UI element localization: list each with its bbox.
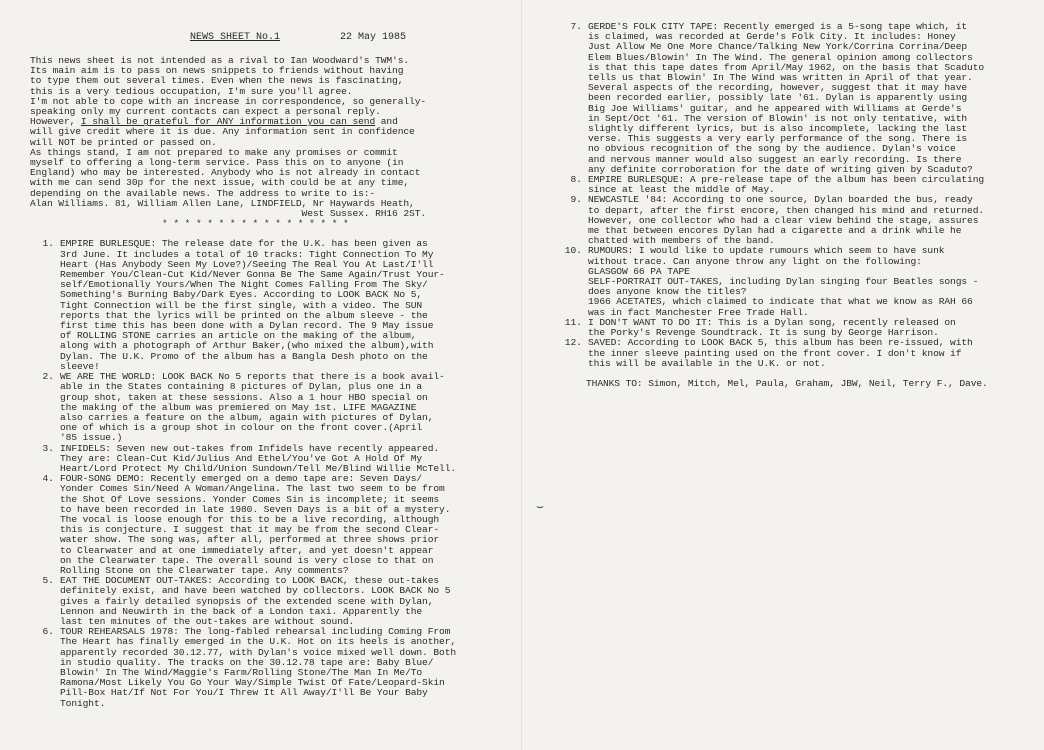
news-items-left (30, 239, 522, 708)
item-line: is claimed, was recorded at Gerde's Folk City. It includes: Honey (588, 31, 956, 43)
item-line: me that between encores Dylan had a cigarette and a drink while he (588, 225, 962, 237)
item-line: Big Joe Williams' guitar, and he appeared with Williams at Gerde's (588, 102, 962, 114)
item-line: any definite corroboration for the date of writing given by Scaduto? (588, 163, 973, 175)
item-body (60, 627, 522, 709)
item-number: 4. (42, 473, 54, 485)
item-body (60, 444, 522, 475)
item-number: 3. (42, 442, 54, 454)
item-line: Tonight. (60, 697, 106, 709)
item-line: also carries a feature on the album, again with pictures of Dylan, (60, 411, 434, 423)
intro-line: England) who may be interested. Anybody who is not already in contact (30, 167, 421, 179)
item-line: The Heart has finally emerged in the U.K. Hot on its heels is another, (60, 636, 457, 648)
divider-stars: * * * * * * * * * * * * * * * * * (162, 218, 349, 230)
item-body (588, 246, 1044, 317)
item-line: '85 issue.) (60, 432, 123, 444)
item-line: Rolling Stone on the Clearwater tape. Any comments? (60, 564, 349, 576)
news-item (558, 318, 1044, 338)
item-line: WE ARE THE WORLD: LOOK BACK No 5 reports that there is a book avail- (60, 371, 445, 383)
intro-line: this is a very tedious occupation, I'm sure you'll agree. (30, 85, 353, 97)
news-item (30, 474, 522, 576)
item-body (588, 195, 1044, 246)
intro-line: depending on the available news. The address to write to is:- (30, 187, 376, 199)
item-line: RUMOURS: I would like to update rumours which seem to have sunk (588, 245, 945, 257)
item-line: Just Allow Me One More Chance/Talking New York/Corrina Corrina/Deep (588, 41, 968, 53)
item-line: Ramona/Most Likely You Go Your Way/Simple Twist Of Fate/Leopard-Skin (60, 677, 445, 689)
item-line: since at least the middle of May. (588, 184, 775, 196)
item-line: I DON'T WANT TO DO IT: This is a Dylan song, recently released on (588, 316, 956, 328)
intro-line: This news sheet is not intended as a rival to Ian Woodward's TWM's. (30, 55, 410, 66)
item-line: the making of the album was premiered on May 1st. LIFE MAGAZINE (60, 401, 417, 413)
item-line: in Sept/Oct '61. The version of Blowin' is not only tentative, with (588, 112, 968, 124)
item-line: group shot, taken at these sessions. Also a 1 hour HBO special on (60, 391, 428, 403)
item-line: this is conjecture. I suggest that it may be from the second Clear- (60, 524, 440, 536)
item-line: Tight Connection will be the first single, with a video. The SUN (60, 299, 423, 311)
intro-line: with me can send 30p for the next issue, with could be at any time, (30, 177, 410, 189)
address-line: Alan Williams. 81, William Allen Lane, LINDFIELD, Nr Haywards Heath, (30, 197, 415, 209)
item-body (588, 175, 1044, 195)
item-line: to depart, after the first encore, then changed his mind and returned. (588, 204, 985, 216)
item-line: reports that the lyrics will be printed on the album sleeve - the (60, 309, 428, 321)
item-line: one of which is a group shot in colour on the front cover.(April (60, 422, 423, 434)
item-line: verse. This suggests a very early performance of the song. There is (588, 133, 968, 145)
item-line: GERDE'S FOLK CITY TAPE: Recently emerged is a 5-song tape which, it (588, 21, 968, 32)
item-line: 3rd June. It includes a total of 10 tracks: Tight Connection To My (60, 248, 434, 260)
item-line: EAT THE DOCUMENT OUT-TAKES: According to LOOK BACK, these out-takes (60, 575, 440, 587)
item-line: last ten minutes of the out-takes are without sound. (60, 615, 355, 627)
news-item (30, 444, 522, 475)
item-line: SELF-PORTRAIT OUT-TAKES, including Dylan singing four Beatles songs - (588, 276, 979, 288)
thanks-line: THANKS TO: Simon, Mitch, Mel, Paula, Graham, JBW, Neil, Terry F., Dave. (586, 377, 988, 389)
item-line: GLASGOW 66 PA TAPE (588, 265, 690, 277)
item-line: Heart (Has Anybody Seen My Love?)/Seeing The Real You At Last/I'll (60, 258, 434, 270)
item-line: Remember You/Clean-Cut Kid/Never Gonna Be The Same Again/Trust Your- (60, 269, 445, 281)
item-line: in studio quality. The tracks on the 30.12.78 tape are: Baby Blue/ (60, 656, 434, 668)
news-item (30, 239, 522, 372)
news-item (558, 22, 1044, 175)
item-line: water show. The song was, after all, performed at three shows prior (60, 534, 440, 546)
news-item (558, 175, 1044, 195)
news-items-right (558, 22, 1044, 369)
news-item (558, 195, 1044, 246)
item-line: slightly different lyrics, but is also incomplete, lacking the last (588, 123, 968, 135)
intro-line: to type them out several times. Even when the news is fascinating, (30, 75, 404, 87)
item-line: no obvious recognition of the song by the audience. Dylan's voice (588, 143, 956, 155)
intro-line: Its main aim is to pass on news snippets to friends without having (30, 65, 404, 77)
however-suffix: and (375, 116, 398, 128)
item-line: sleeve! (60, 360, 100, 372)
item-line: this will be available in the U.K. or not. (588, 357, 826, 369)
item-line: of ROLLING STONE carries an article on the making of the album, (60, 330, 417, 342)
item-line: FOUR-SONG DEMO: Recently emerged on a demo tape are: Seven Days/ (60, 473, 423, 485)
item-line: They are: Clean-Cut Kid/Julius And Ethel/You've Got A Hold Of My (60, 452, 423, 464)
item-number: 6. (42, 626, 54, 638)
intro (30, 56, 522, 229)
item-number: 12. (564, 337, 582, 349)
sheet-title: NEWS SHEET No.1 (190, 32, 281, 43)
item-line: Something's Burning Baby/Dark Eyes. According to LOOK BACK No 5, (60, 289, 423, 301)
item-line: is that this tape dates from April/May 1962, on the basis that Scaduto (588, 61, 985, 73)
item-line: SAVED: According to LOOK BACK 5, this album has been re-issued, with (588, 337, 973, 349)
item-number: 10. (564, 245, 582, 257)
intro-line: speaking only my current contacts can expect a personal reply. (30, 106, 381, 118)
news-item (558, 246, 1044, 317)
sheet-header (190, 32, 522, 44)
item-line: the Porky's Revenge Soundtrack. It is sung by George Harrison. (588, 327, 939, 339)
item-line: to have been recorded in late 1980. Seven Days is a bit of a mystery. (60, 503, 451, 515)
item-line: Dylan. The U.K. Promo of the album has a Bangla Desh photo on the (60, 350, 428, 362)
item-line: self/Emotionally Yours/When The Night Comes Falling From The Sky/ (60, 279, 428, 291)
item-line: Lennon and Neuwirth in the back of a London taxi. Apparently the (60, 605, 423, 617)
item-line: on the Clearwater tape. The overall sound is very close to that on (60, 554, 434, 566)
item-line: Several aspects of the recording, however, suggest that it may have (588, 82, 968, 94)
item-line: However, one collector who had a clear view behind the stage, assures (588, 214, 979, 226)
item-line: was in fact Manchester Free Trade Hall. (588, 306, 809, 318)
item-number: 7. (570, 21, 582, 32)
item-line: and nervous manner would also suggest an early recording. Is there (588, 153, 962, 165)
however-prefix: However, (30, 116, 81, 128)
intro-line: I'm not able to cope with an increase in correspondence, so generally- (30, 95, 427, 107)
intro-line: will NOT be printed or passed on. (30, 136, 217, 148)
right-page (522, 0, 1044, 750)
underlined-request: I shall be grateful for ANY information you can send (80, 116, 376, 128)
item-line: 1966 ACETATES, which claimed to indicate that what we know as RAH 66 (588, 296, 973, 308)
item-number: 8. (570, 174, 582, 186)
item-line: INFIDELS: Seven new out-takes from Infidels have recently appeared. (60, 442, 440, 454)
item-line: to Clearwater and at one immediately after, and yet doesn't appear (60, 544, 434, 556)
item-line: does anyone know the titles? (588, 286, 747, 298)
item-line: first time this has been done with a Dylan record. The 9 May issue (60, 320, 434, 332)
item-line: EMPIRE BURLESQUE: The release date for the U.K. has been given as (60, 238, 428, 250)
item-body (588, 22, 1044, 175)
item-line: definitely exist, and have been watched by collectors. LOOK BACK No 5 (60, 585, 451, 597)
item-line: the Shot Of Love sessions. Yonder Comes Sin is incomplete; it seems (60, 493, 440, 505)
item-line: Yonder Comes Sin/Need A Woman/Angelina. The last two seem to be from (60, 483, 445, 495)
item-number: 2. (42, 371, 54, 383)
intro-line: will give credit where it is due. Any information sent in confidence (30, 126, 415, 138)
item-line: without trace. Can anyone throw any light on the following: (588, 255, 922, 267)
item-line: Heart/Lord Protect My Child/Union Sundown/Tell Me/Blind Willie McTell. (60, 462, 457, 474)
item-line: chatted with members of the band. (588, 235, 775, 247)
news-item (30, 576, 522, 627)
item-line: gives a fairly detailed synopsis of the extended scene with Dylan, (60, 595, 434, 607)
item-line: NEWCASTLE '84: According to one source, Dylan boarded the bus, ready (588, 194, 973, 206)
item-line: along with a photograph of Arthur Baker,(who mixed the album),with (60, 340, 434, 352)
item-number: 11. (564, 316, 582, 328)
item-line: apparently recorded 30.12.77, with Dylan's voice mixed well down. Both (60, 646, 457, 658)
item-line: the inner sleeve painting used on the front cover. I don't know if (588, 347, 962, 359)
address-line: West Sussex. RH16 2ST. (30, 208, 427, 220)
item-body (60, 372, 522, 443)
news-item (558, 338, 1044, 369)
news-item (30, 627, 522, 709)
item-line: tells us that Blowin' In The Wind was written in April of that year. (588, 72, 973, 84)
news-item (30, 372, 522, 443)
item-line: TOUR REHEARSALS 1978: The long-fabled rehearsal including Coming From (60, 626, 451, 638)
item-number: 9. (570, 194, 582, 206)
item-line: EMPIRE BURLESQUE: A pre-release tape of the album has been circulating (588, 174, 985, 186)
item-line: Pill-Box Hat/If Not For You/I Threw It All Away/I'll Be Your Baby (60, 687, 428, 699)
item-number: 5. (42, 575, 54, 587)
intro-line: As things stand, I am not prepared to make any promises or commit (30, 146, 398, 158)
sheet-date: 22 May 1985 (340, 32, 407, 43)
item-line: able in the States containing 8 pictures of Dylan, plus one in a (60, 381, 423, 393)
item-body (60, 576, 522, 627)
item-line: been recorded earlier, possibly late '61. Dylan is apparently using (588, 92, 968, 104)
item-line: The vocal is loose enough for this to be a live recording, although (60, 513, 440, 525)
item-body (60, 474, 522, 576)
ink-mark: ⌣ (536, 500, 544, 514)
item-line: Blowin' In The Wind/Maggie's Farm/Rolling Stone/The Man In Me/To (60, 666, 423, 678)
intro-line: myself to offering a long-term service. Pass this on to anyone (in (30, 157, 404, 169)
item-number: 1. (42, 238, 54, 250)
item-body (60, 239, 522, 372)
item-body (588, 338, 1044, 369)
item-body (588, 318, 1044, 338)
item-line: Elem Blues/Blowin' In The Wind. The general opinion among collectors (588, 51, 973, 63)
